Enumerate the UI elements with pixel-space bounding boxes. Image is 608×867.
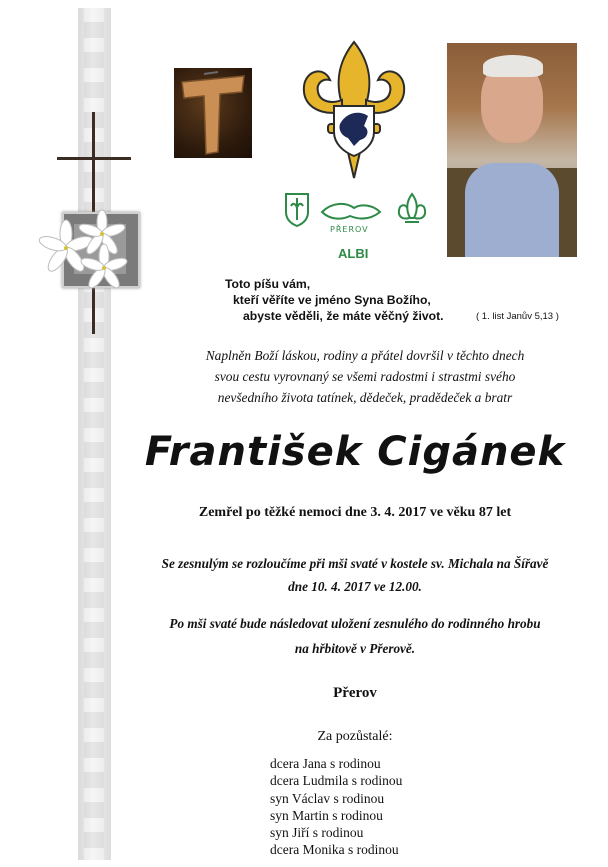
mourners-list <box>270 755 402 859</box>
scout-region-label: PŘEROV <box>330 225 369 234</box>
deceased-name: František Cigánek <box>144 429 566 475</box>
burial-info <box>120 611 590 661</box>
intro-line-1: Naplněn Boží láskou, rodiny a přátel dovršil v těchto dnech <box>205 348 525 363</box>
cross-horizontal-bar <box>57 157 131 160</box>
handshake-logo-icon <box>320 196 382 226</box>
burial-line-1: Po mši svaté bude následovat uložení zesnulého do rodinného hrobu <box>169 616 541 631</box>
funeral-line-2: dne 10. 4. 2017 ve 12.00. <box>288 579 422 594</box>
green-trefoil-icon <box>396 192 428 228</box>
mourner-item: dcera Monika s rodinou <box>270 842 399 858</box>
scout-fleur-de-lis-icon <box>298 40 410 180</box>
mourner-item: dcera Jana s rodinou <box>270 756 381 771</box>
mourner-item: dcera Ludmila s rodinou <box>270 773 403 789</box>
intro-text <box>180 345 550 408</box>
burial-line-2: na hřbitově v Přerově. <box>294 641 416 656</box>
lily-flowers-icon <box>34 204 144 296</box>
mourner-item: syn Jiří s rodinou <box>270 825 364 841</box>
verse-line-2: kteří věříte ve jméno Syna Božího, <box>233 293 431 307</box>
verse-line-3: abyste věděli, že máte věčný život. <box>243 309 444 323</box>
mourner-item: syn Martin s rodinou <box>270 807 383 823</box>
funeral-info <box>120 552 590 598</box>
albi-label: ALBI <box>338 246 369 261</box>
mourner-item: syn Václav s rodinou <box>270 790 385 806</box>
intro-line-3: nevšedního života tatínek, dědeček, pradědeček a bratr <box>217 390 513 405</box>
tau-cross-photo <box>174 68 252 158</box>
green-shield-lily-icon <box>284 192 310 228</box>
death-notice: Zemřel po těžké nemoci dne 3. 4. 2017 ve věku 87 let <box>198 505 512 520</box>
tau-cross-icon <box>174 68 252 158</box>
mourners-heading: Za pozůstalé: <box>317 729 393 744</box>
funeral-line-1: Se zesnulým se rozloučíme při mši svaté v kostele sv. Michala na Šířavě <box>161 556 549 571</box>
verse-line-1: Toto píšu vám, <box>225 277 311 291</box>
verse-reference: ( 1. list Janův 5,13 ) <box>476 311 559 322</box>
intro-line-2: svou cestu vyrovnaný se všemi radostmi i strastmi svého <box>214 369 516 384</box>
bible-verse <box>225 276 444 324</box>
city-name: Přerov <box>333 685 377 701</box>
portrait-photo <box>447 43 577 257</box>
